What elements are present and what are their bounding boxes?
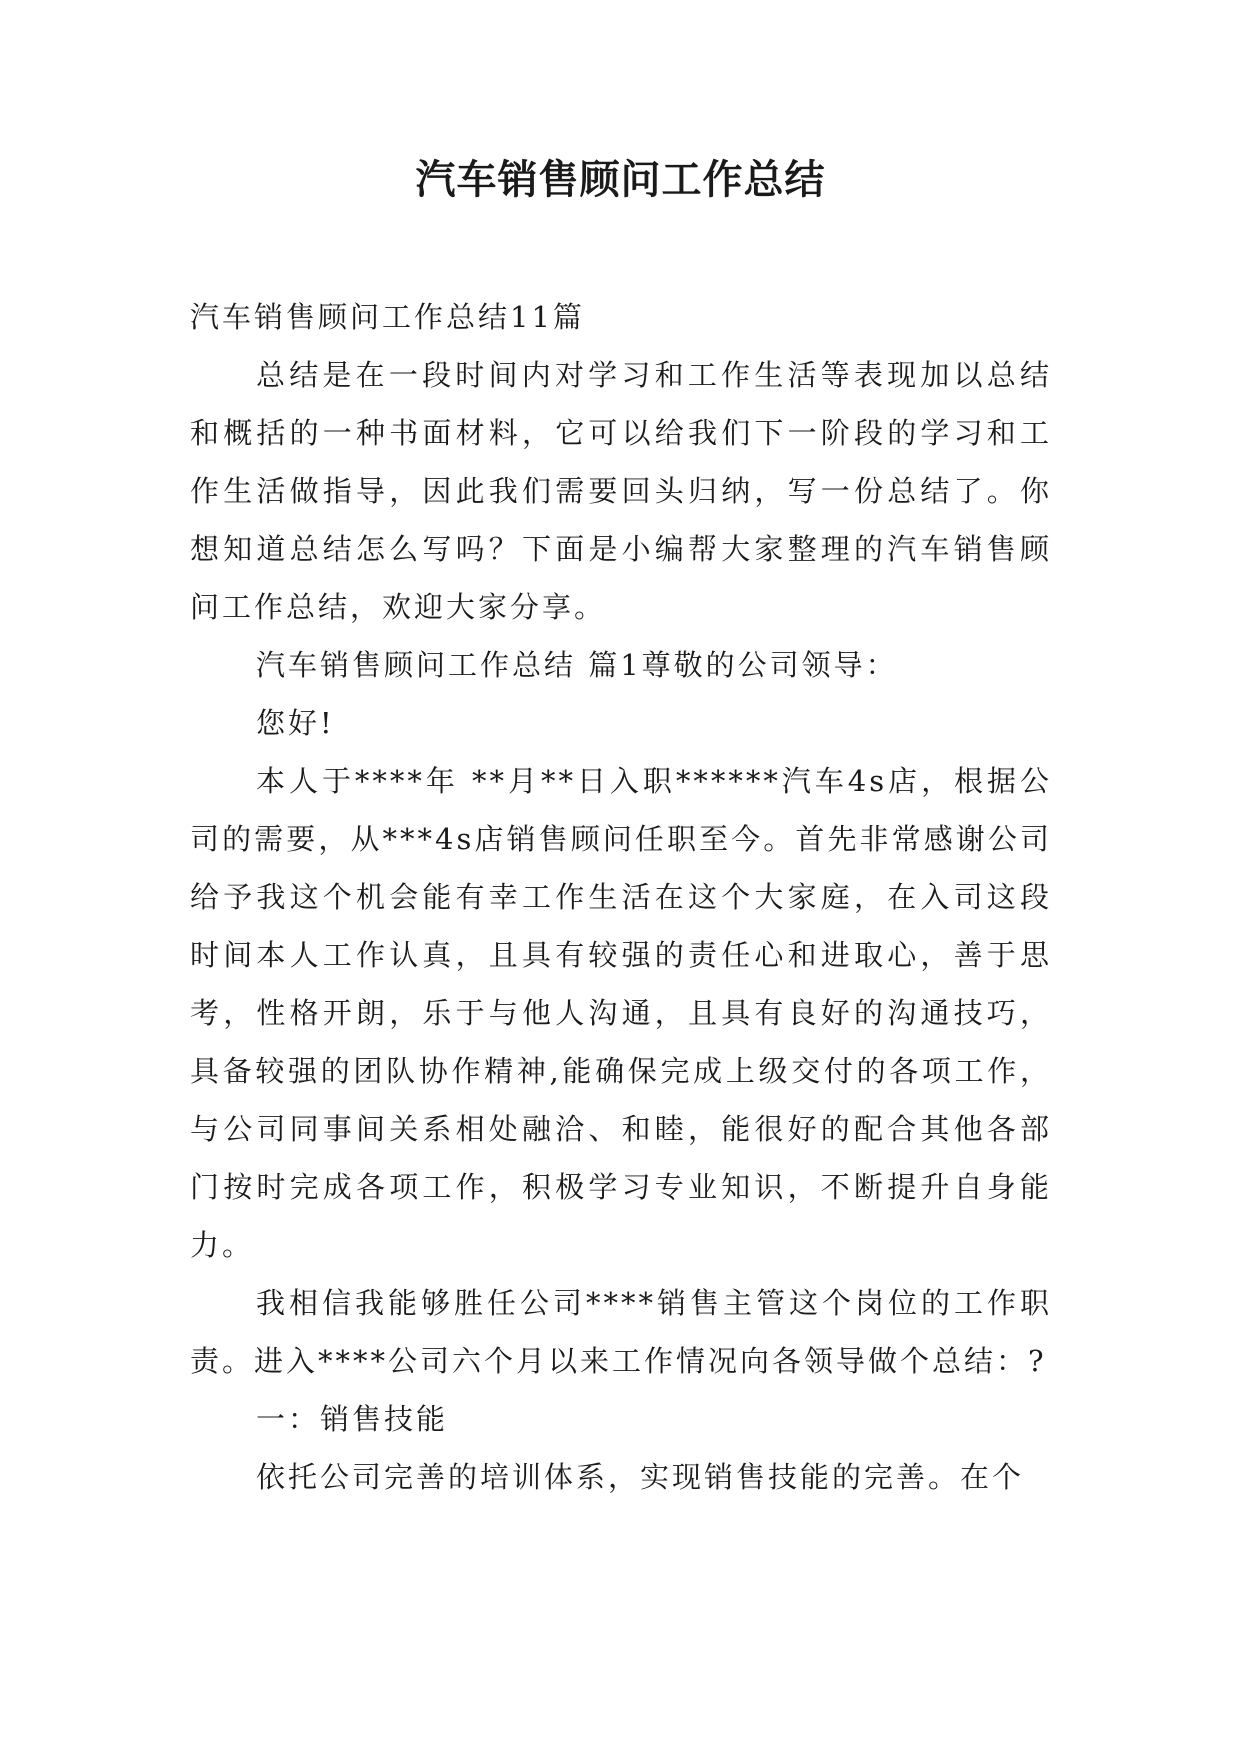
document-body bbox=[190, 288, 1052, 1506]
document-title: 汽车销售顾问工作总结 bbox=[415, 156, 826, 203]
body-paragraph-2: 我相信我能够胜任公司****销售主管这个岗位的工作职责。进入****公司六个月以来工作情况向各领导做个总结：? bbox=[190, 1286, 1052, 1378]
greeting-line: 您好! bbox=[256, 706, 335, 740]
subheading-sales-skills: 一：销售技能 bbox=[256, 1402, 449, 1436]
body-paragraph-1: 本人于****年 **月**日入职******汽车4s店，根据公司的需要，从***4s店销售顾问任职至今。首先非常感谢公司给予我这个机会能有幸工作生活在这个大家庭，在入司这段时间本人工作认真，且具有较强的责任心和进取心，善于思考，性格开朗，乐于与他人沟通，且具有良好的沟通技巧，具备较强的团队协作精神,能确保完成上级交付的各项工作，与公司同事间关系相处融洽、和睦，能很好的配合其他各部门按时完成各项工作，积极学习专业知识，不断提升自身能力。 bbox=[190, 764, 1052, 1262]
intro-paragraph: 总结是在一段时间内对学习和工作生活等表现加以总结和概括的一种书面材料，它可以给我们下一阶段的学习和工作生活做指导，因此我们需要回头归纳，写一份总结了。你想知道总结怎么写吗？下面是小编帮大家整理的汽车销售顾问工作总结，欢迎大家分享。 bbox=[190, 358, 1052, 624]
body-paragraph-3: 依托公司完善的培训体系，实现销售技能的完善。在个 bbox=[256, 1460, 1025, 1494]
section-heading-line: 汽车销售顾问工作总结 篇1尊敬的公司领导： bbox=[256, 648, 898, 682]
subtitle-line: 汽车销售顾问工作总结11篇 bbox=[190, 300, 585, 334]
